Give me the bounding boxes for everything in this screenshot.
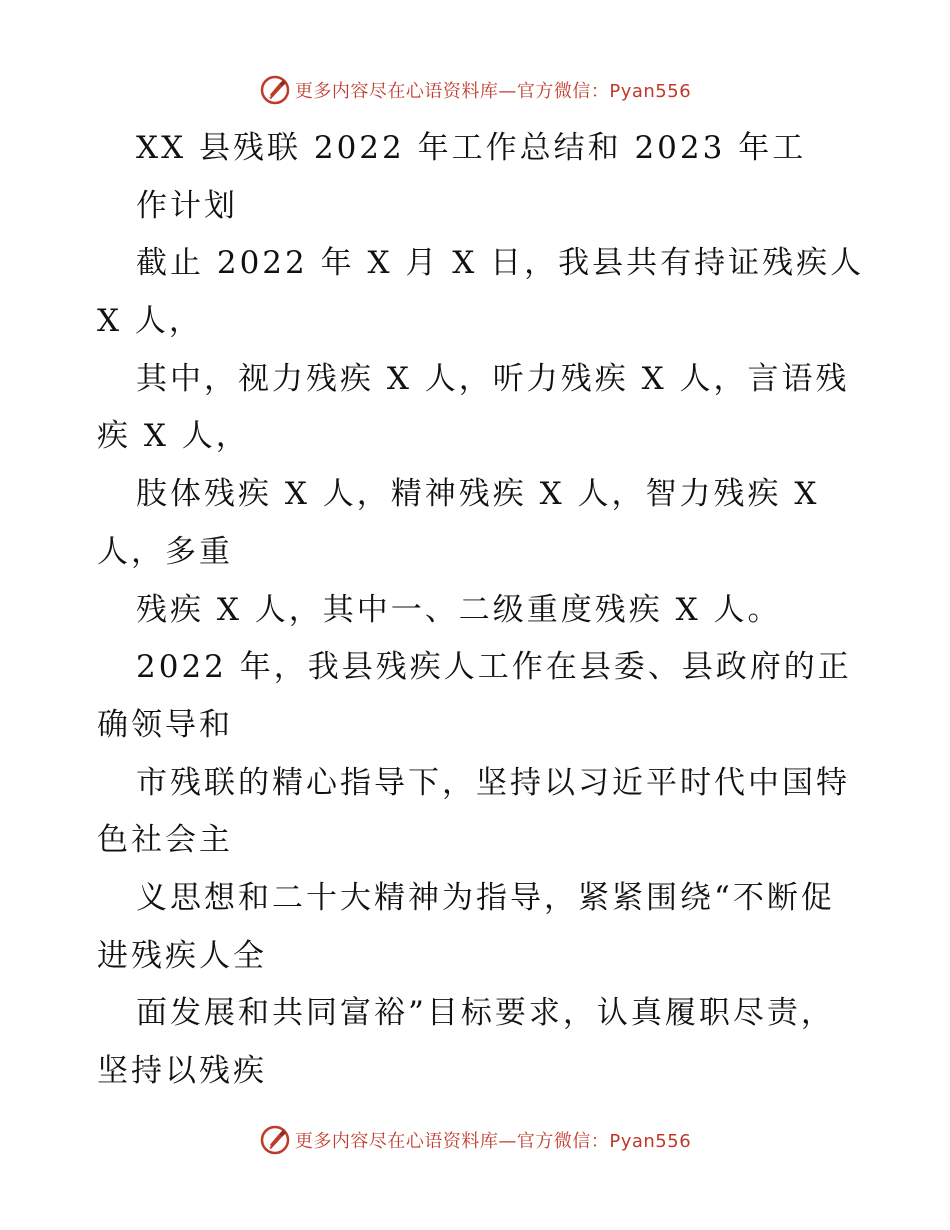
- document-line: 肢体残疾 X 人，精神残疾 X 人，智力残疾 X: [136, 476, 820, 513]
- document-line: 色社会主: [97, 822, 233, 859]
- pen-logo-icon: [259, 1124, 291, 1156]
- document-line: 作计划: [136, 187, 238, 224]
- document-line: 其中，视力残疾 X 人，听力残疾 X 人，言语残: [136, 360, 850, 397]
- document-body: [97, 120, 865, 1101]
- document-line: 人，多重: [97, 533, 233, 570]
- document-line: 疾 X 人，: [97, 418, 250, 455]
- document-line: XX 县残联 2022 年工作总结和 2023 年工: [136, 130, 807, 166]
- header-banner: [0, 70, 950, 110]
- header-banner-text: 更多内容尽在心语资料库—官方微信：Pyan556: [294, 81, 692, 102]
- document-line: 确领导和: [97, 706, 233, 743]
- document-line: 2022 年，我县残疾人工作在县委、县政府的正: [136, 649, 852, 686]
- footer-banner-text: 更多内容尽在心语资料库—官方微信：Pyan556: [294, 1131, 692, 1152]
- document-line: 市残联的精心指导下，坚持以习近平时代中国特: [136, 764, 850, 801]
- document-line: 进残疾人全: [97, 937, 267, 974]
- document-line: X 人，: [97, 303, 203, 340]
- footer-banner: [0, 1120, 950, 1160]
- document-line: 截止 2022 年 X 月 X 日，我县共有持证残疾人: [136, 245, 865, 282]
- document-line: 面发展和共同富裕”目标要求，认真履职尽责，: [136, 995, 835, 1032]
- document-line: 坚持以残疾: [97, 1053, 267, 1089]
- pen-logo-icon: [259, 74, 291, 106]
- document-line: 义思想和二十大精神为指导，紧紧围绕“不断促: [136, 879, 835, 916]
- document-line: 残疾 X 人，其中一、二级重度残疾 X 人。: [136, 591, 782, 628]
